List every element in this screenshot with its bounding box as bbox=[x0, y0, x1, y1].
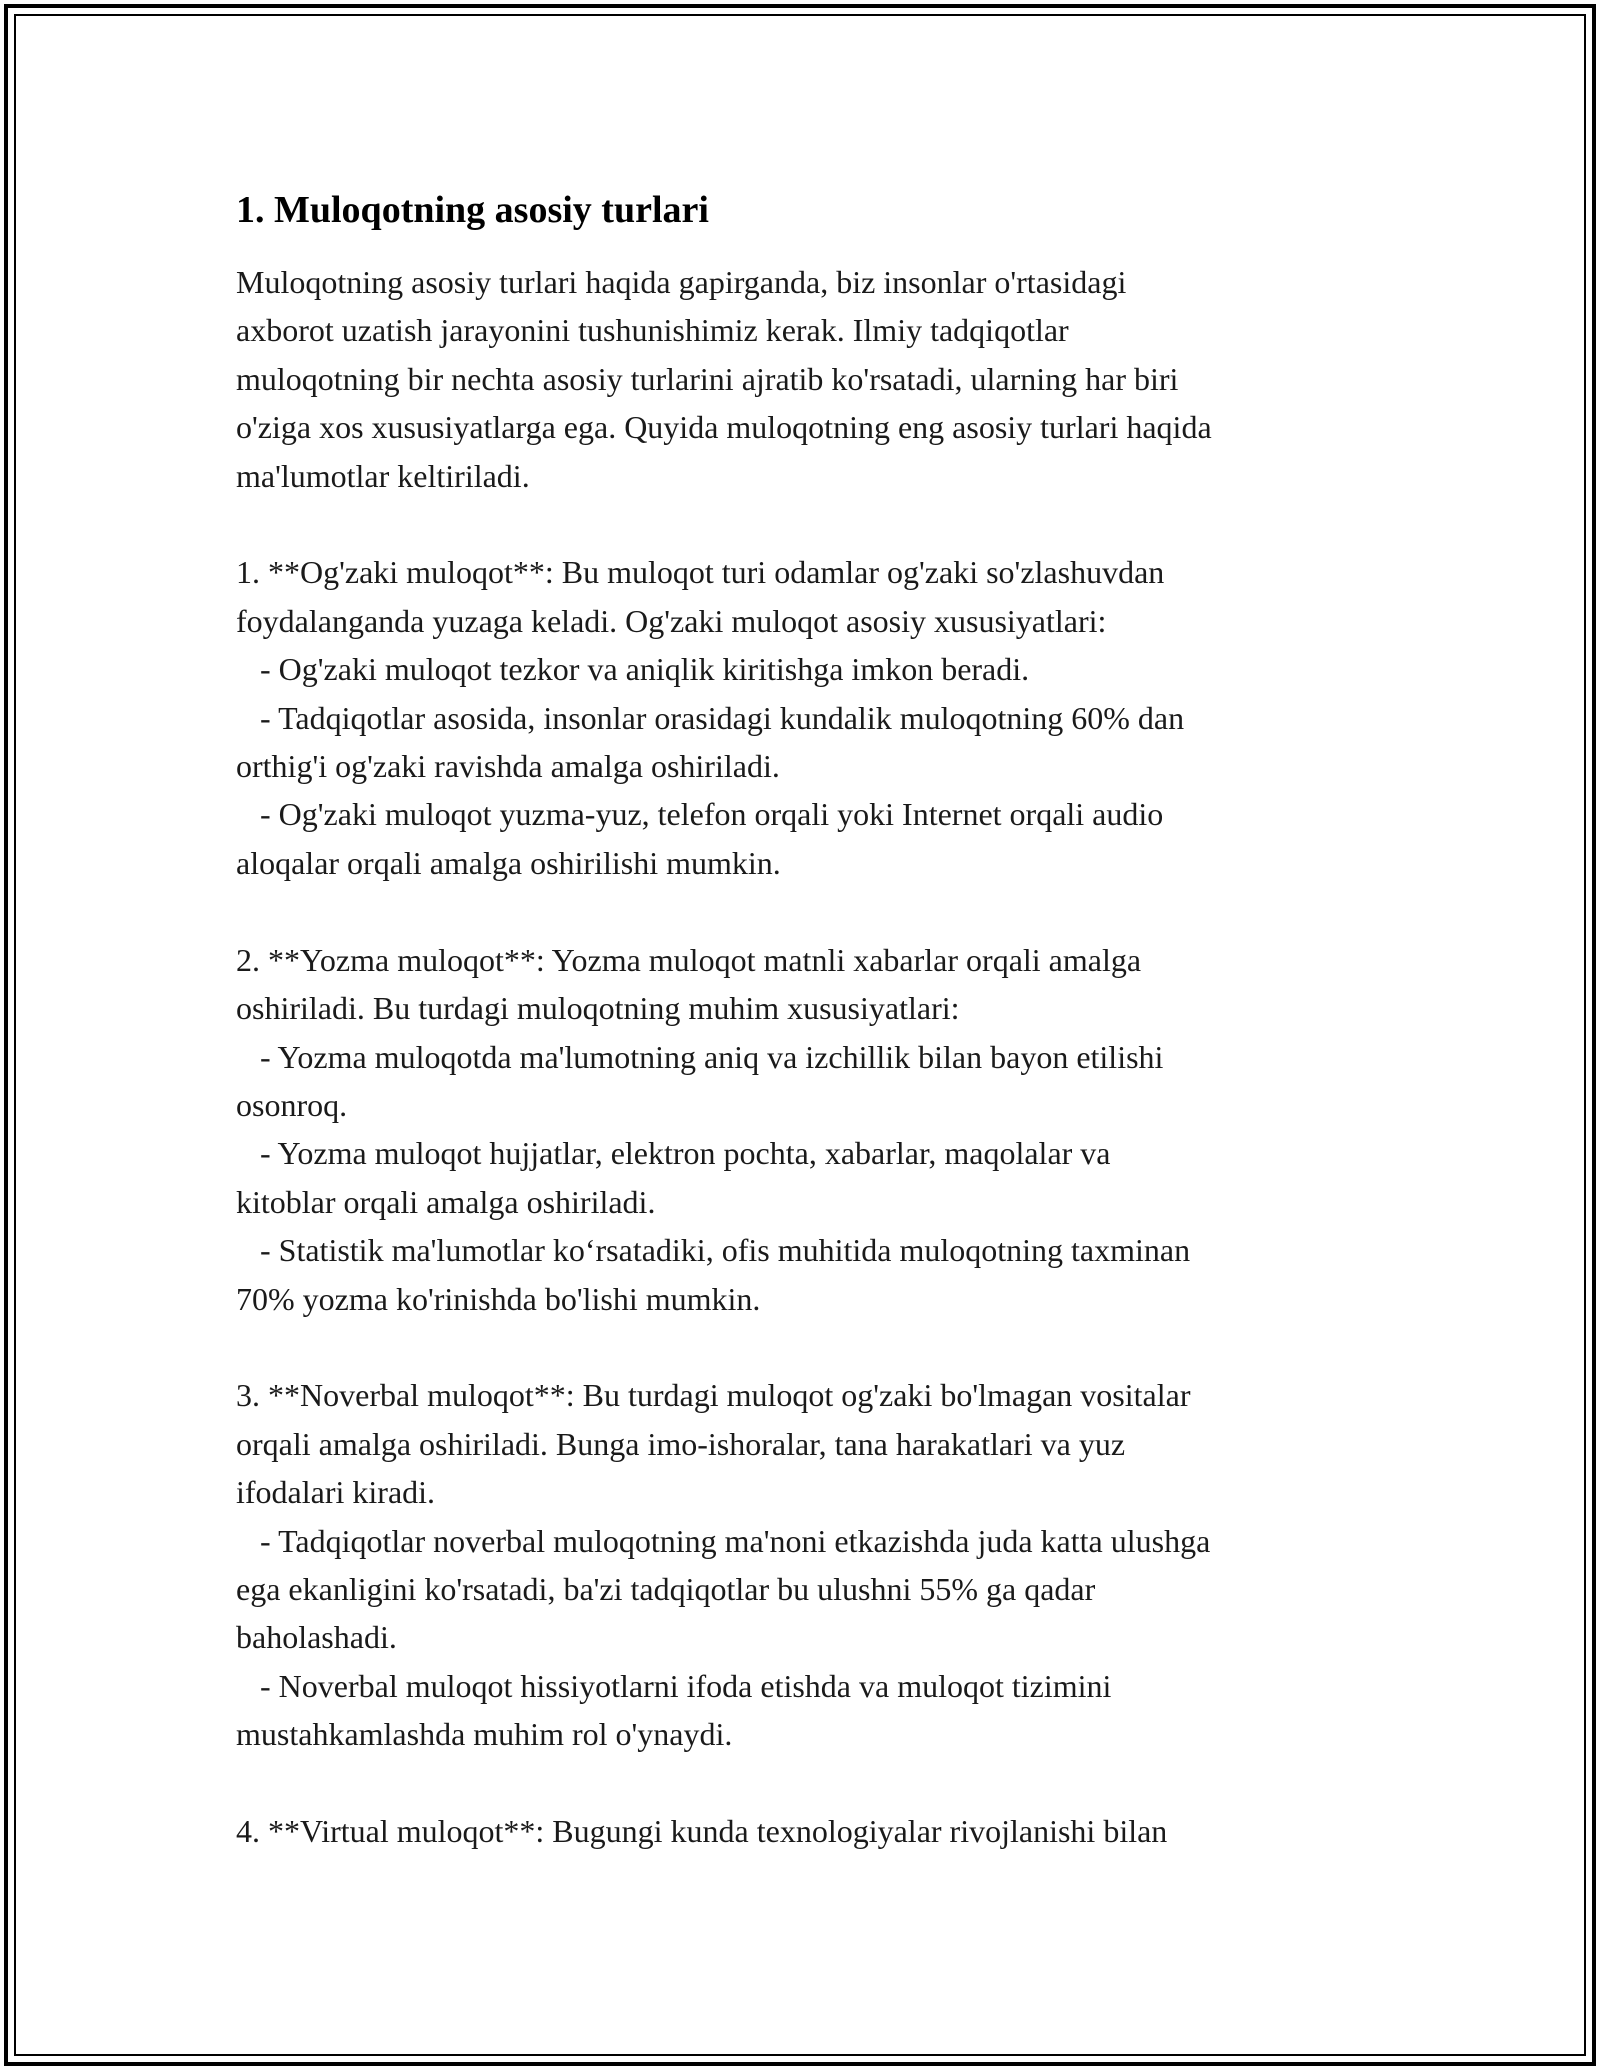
document-content bbox=[236, 186, 1386, 1855]
document-body-text: Muloqotning asosiy turlari haqida gapirganda, biz insonlar o'rtasidagi axborot uzatish jarayonini tushunishimiz kerak. Ilmiy tadqiqotlar muloqotning bir nechta asosiy turlarini ajratib ko'rsatadi, ularning har biri o'ziga xos xususiyatlarga ega. Quyida muloqotning eng asosiy turlari haqida ma'lumotlar keltiriladi. 1. **Og'zaki muloqot**: Bu muloqot turi odamlar og'zaki so'zlashuvdan foydalanganda yuzaga keladi. Og'zaki muloqot asosiy xususiyatlari: - Og'zaki muloqot tezkor va aniqlik kiritishga imkon beradi. - Tadqiqotlar asosida, insonlar orasidagi kundalik muloqotning 60% dan orthig'i og'zaki ravishda amalga oshiriladi. - Og'zaki muloqot yuzma-yuz, telefon orqali yoki Internet orqali audio aloqalar orqali amalga oshirilishi mumkin. 2. **Yozma muloqot**: Yozma muloqot matnli xabarlar orqali amalga oshiriladi. Bu turdagi muloqotning muhim xususiyatlari: - Yozma muloqotda ma'lumotning aniq va izchillik bilan bayon etilishi osonroq. - Yozma muloqot hujjatlar, elektron pochta, xabarlar, maqolalar va kitoblar orqali amalga oshiriladi. - Statistik ma'lumotlar ko‘rsatadiki, ofis muhitida muloqotning taxminan 70% yozma ko'rinishda bo'lishi mumkin. 3. **Noverbal muloqot**: Bu turdagi muloqot og'zaki bo'lmagan vositalar orqali amalga oshiriladi. Bunga imo-ishoralar, tana harakatlari va yuz ifodalari kiradi. - Tadqiqotlar noverbal muloqotning ma'noni etkazishda juda katta ulushga ega ekanligini ko'rsatadi, ba'zi tadqiqotlar bu ulushni 55% ga qadar baholashadi. - Noverbal muloqot hissiyotlarni ifoda etishda va muloqot tizimini mustahkamlashda muhim rol o'ynaydi. 4. **Virtual muloqot**: Bugungi kunda texnologiyalar rivojlanishi bilan bbox=[236, 264, 1212, 1849]
page-title: 1. Muloqotning asosiy turlari bbox=[236, 189, 709, 231]
